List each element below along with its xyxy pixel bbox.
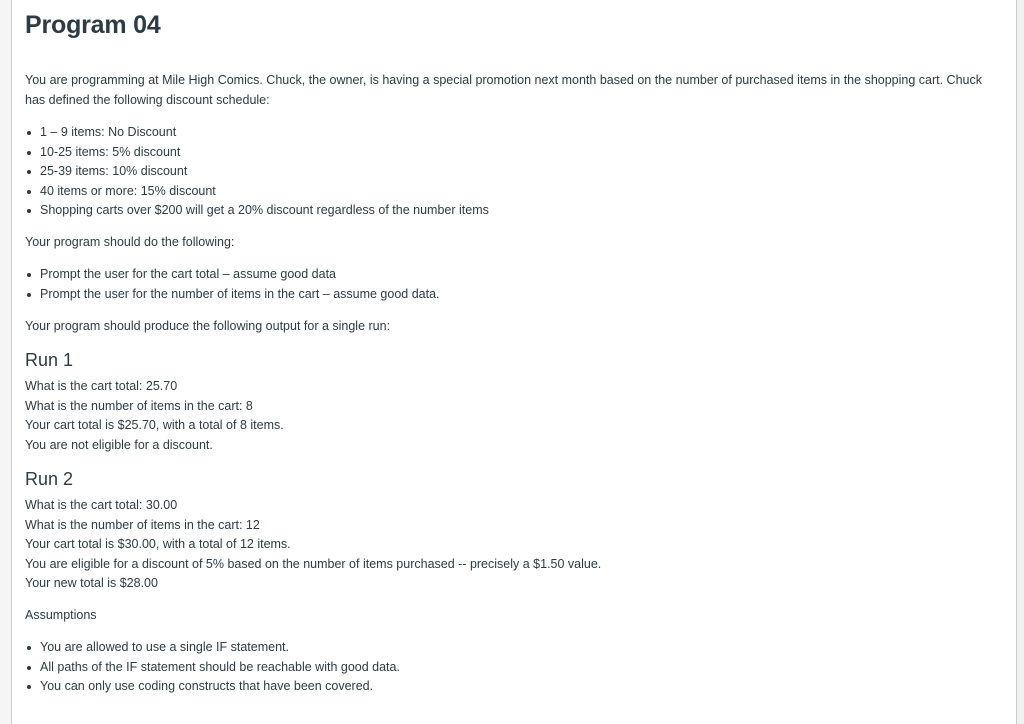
- output-line: What is the cart total: 25.70: [25, 379, 178, 393]
- run1-heading: Run 1: [25, 350, 74, 370]
- output-line: What is the number of items in the cart: 8: [25, 398, 253, 413]
- run2-output: [25, 496, 601, 594]
- list-item: 25-39 items: 10% discount: [25, 162, 489, 182]
- list-item: 1 – 9 items: No Discount: [25, 123, 489, 143]
- assumptions-heading: Assumptions: [25, 608, 97, 622]
- intro-paragraph: You are programming at Mile High Comics. Chuck, the owner, is having a special promotion next month based on the number of purchased items in the shopping cart. Chuck has defined the following discount schedule:: [25, 73, 982, 107]
- program-should-text: Your program should do the following:: [25, 235, 235, 249]
- output-line: What is the cart total: 30.00: [25, 498, 178, 512]
- list-item: Prompt the user for the number of items in the cart – assume good data.: [25, 285, 440, 305]
- list-item: Prompt the user for the cart total – assume good data: [25, 265, 440, 285]
- list-item: You are allowed to use a single IF statement.: [25, 638, 400, 658]
- discount-list: [25, 123, 489, 221]
- run1-output: [25, 377, 284, 455]
- list-item: You can only use coding constructs that have been covered.: [25, 677, 400, 697]
- output-line: Your cart total is $30.00, with a total of 12 items.: [25, 537, 291, 551]
- page-title: Program 04: [25, 11, 161, 39]
- output-line: What is the number of items in the cart: 12: [25, 517, 260, 532]
- output-line: You are eligible for a discount of 5% based on the number of items purchased -- precisely a $1.50 value.: [25, 556, 602, 571]
- list-item: 40 items or more: 15% discount: [25, 182, 489, 202]
- output-line: You are not eligible for a discount.: [25, 437, 213, 452]
- steps-list: [25, 265, 440, 304]
- list-item: 10-25 items: 5% discount: [25, 143, 489, 163]
- list-item: Shopping carts over $200 will get a 20% discount regardless of the number items: [25, 201, 489, 221]
- output-line: Your cart total is $25.70, with a total of 8 items.: [25, 418, 284, 432]
- left-gutter: [0, 0, 11, 724]
- assumptions-list: [25, 638, 400, 697]
- output-intro-text: Your program should produce the following output for a single run:: [25, 319, 391, 333]
- scrollbar[interactable]: [1017, 0, 1024, 724]
- output-line: Your new total is $28.00: [25, 576, 158, 590]
- run2-heading: Run 2: [25, 469, 74, 489]
- list-item: All paths of the IF statement should be reachable with good data.: [25, 658, 400, 678]
